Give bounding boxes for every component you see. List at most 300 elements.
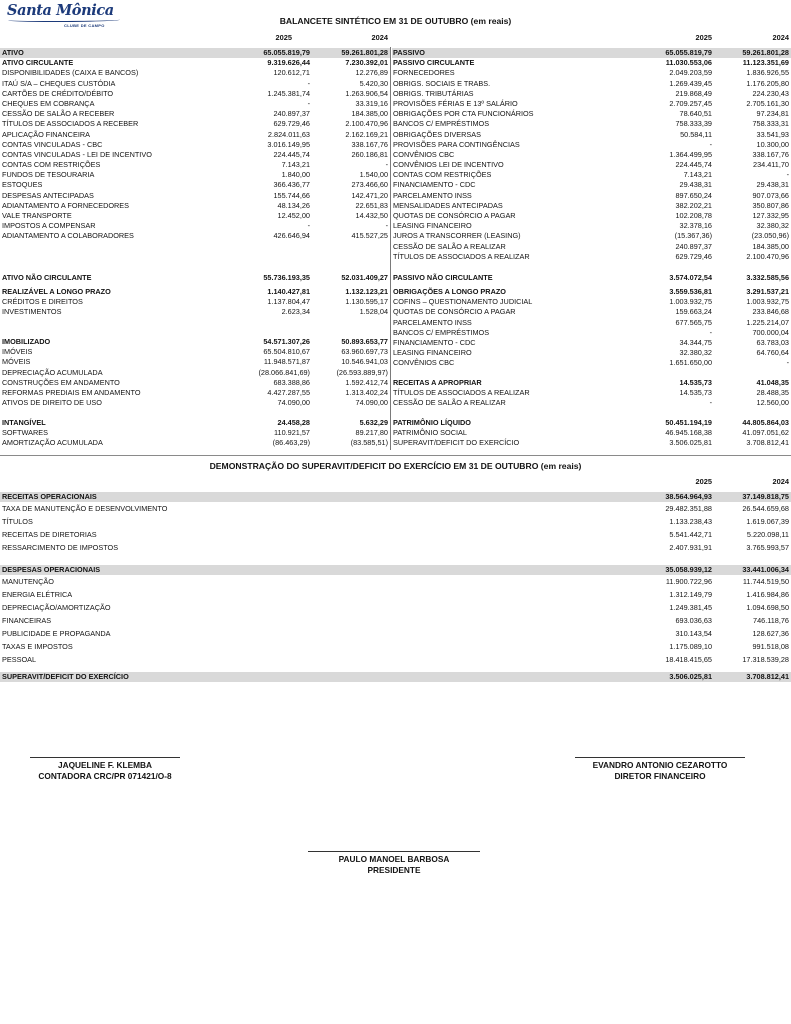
- section-label: ATIVO: [2, 48, 24, 57]
- value-2025: 1.651.650,00: [669, 358, 712, 368]
- item-label: CESSÃO DE SALÃO A REALIZAR: [393, 241, 506, 251]
- value-2025: 3.016.149,95: [267, 139, 310, 149]
- value-2025: 1.269.439,45: [669, 78, 712, 88]
- item-label: DEPRECIAÇÃO/AMORTIZAÇÃO: [2, 603, 111, 612]
- value-2024: 1.176.205,80: [746, 78, 789, 88]
- value-2024: 32.380,32: [756, 221, 789, 231]
- line-item-row: [392, 358, 791, 368]
- item-label: MENSALIDADES ANTECIPADAS: [393, 200, 503, 210]
- section-header-row: [392, 378, 791, 388]
- section-header-row: [0, 48, 390, 58]
- ativo-year-previous: 2024: [371, 33, 388, 42]
- line-item-row: [0, 170, 390, 180]
- line-item-row: [392, 428, 791, 438]
- value-2025: 1.003.932,75: [669, 297, 712, 307]
- item-label: CESSÃO DE SALÃO A REALIZAR: [393, 398, 506, 408]
- value-2025: 897.650,24: [675, 190, 712, 200]
- value-2025: 2.407.931,91: [669, 543, 712, 552]
- item-label: CONVÊNIOS CBC: [393, 358, 455, 368]
- item-label: QUOTAS DE CONSÓRCIO A PAGAR: [393, 211, 516, 220]
- value-2024: 37.149.818,75: [742, 492, 789, 501]
- value-2025: 219.868,49: [675, 88, 712, 98]
- section-header-row: [392, 48, 791, 58]
- line-item-row: [392, 140, 791, 150]
- value-2024: 5.220.098,11: [746, 530, 789, 539]
- line-item-row: [0, 388, 390, 398]
- value-2025: 38.564.964,93: [665, 492, 712, 501]
- value-2025: 3.506.025,81: [669, 438, 712, 448]
- item-label: COFINS – QUESTIONAMENTO JUDICIAL: [393, 297, 533, 307]
- demonstracao-title: DEMONSTRAÇÃO DO SUPERAVIT/DEFICIT DO EXERCÍCIO EM 31 DE OUTUBRO (em reais): [209, 461, 582, 471]
- value-2025: 78.640,51: [679, 109, 712, 119]
- value-2025: 1.312.149,79: [669, 590, 712, 599]
- section-label: PASSIVO: [393, 48, 425, 57]
- value-2024: 2.705.161,30: [746, 98, 789, 108]
- line-item-row: [0, 201, 390, 211]
- value-2025: 1.137.804,47: [267, 297, 310, 307]
- value-2025: 240.897,37: [675, 241, 712, 251]
- value-2024: 1.540,00: [359, 170, 388, 180]
- line-item-row: [0, 653, 791, 666]
- line-item-row: [0, 575, 791, 588]
- value-2025: 110.921,57: [274, 428, 310, 438]
- line-item-row: [0, 347, 390, 357]
- item-label: RECEITAS DE DIRETORIAS: [2, 530, 97, 539]
- value-2024: (23.050,96): [751, 231, 789, 241]
- value-2024: 74.090,00: [355, 398, 388, 408]
- item-label: DISPONIBILIDADES (CAIXA E BANCOS): [2, 68, 139, 78]
- line-item-row: [0, 140, 390, 150]
- line-item-row: [0, 221, 390, 231]
- line-item-row: [392, 89, 791, 99]
- section-header-row: [392, 58, 791, 68]
- value-2024: 415.527,25: [351, 231, 388, 241]
- value-2025: 7.143,21: [683, 170, 712, 180]
- passivo-circulante-group: [392, 58, 791, 262]
- item-label: OBRIGAÇÕES POR CTA FUNCIONÁRIOS: [393, 109, 534, 119]
- signatory-name: EVANDRO ANTONIO CEZAROTTO: [592, 760, 728, 770]
- item-label: CRÉDITOS E DIREITOS: [2, 297, 83, 307]
- value-2025: 159.663,24: [675, 307, 712, 317]
- value-2025: 5.541.442,71: [669, 530, 712, 539]
- receitas-operacionais-group: [0, 492, 791, 554]
- demo-year-previous: 2024: [772, 477, 789, 486]
- value-2025: 74.090,00: [277, 398, 310, 408]
- value-2024: 233.846,68: [752, 307, 789, 317]
- item-label: TÍTULOS DE ASSOCIADOS A REALIZAR: [393, 388, 530, 398]
- value-2024: 991.518,08: [752, 642, 789, 651]
- value-2024: 5.420,30: [359, 78, 388, 88]
- item-label: CHEQUES EM COBRANÇA: [2, 98, 95, 108]
- value-2024: 184.385,00: [351, 109, 388, 119]
- imobilizado-group: [0, 337, 390, 408]
- value-2025: 65.055.819,79: [665, 48, 712, 57]
- value-2024: 41.097.051,62: [742, 428, 789, 438]
- value-2024: 50.893.653,77: [341, 337, 388, 346]
- despesas-operacionais-group: [0, 565, 791, 666]
- value-2025: 224.445,74: [273, 149, 310, 159]
- line-item-row: [0, 68, 390, 78]
- value-2025: 1.140.427,81: [267, 287, 310, 296]
- demo-year-current: 2025: [695, 477, 712, 486]
- value-2025: 382.202,21: [675, 200, 712, 210]
- line-item-row: [0, 515, 791, 528]
- value-2024: 52.031.409,27: [341, 273, 388, 282]
- value-2024: 260.186,81: [351, 149, 388, 159]
- section-header-row: [0, 58, 390, 68]
- section-label: PASSIVO NÃO CIRCULANTE: [393, 273, 493, 282]
- value-2024: 33.441.006,34: [742, 565, 789, 574]
- signature-line: [308, 851, 480, 852]
- line-item-row: [392, 119, 791, 129]
- item-label: CONTAS COM RESTRIÇÕES: [393, 170, 492, 180]
- value-2024: 29.438,31: [756, 180, 789, 190]
- item-label: PESSOAL: [2, 655, 37, 664]
- value-2025: 32.378,16: [679, 221, 712, 231]
- item-label: ENERGIA ELÉTRICA: [2, 590, 73, 599]
- signatory-name: PAULO MANOEL BARBOSA: [338, 854, 450, 864]
- value-2024: 59.261.801,28: [341, 48, 388, 57]
- value-2025: 18.418.415,65: [665, 655, 712, 664]
- signature-diretor: [570, 757, 750, 782]
- value-2025: 1.249.381,45: [669, 603, 712, 612]
- value-2024: -: [385, 160, 388, 170]
- section-label: REALIZÁVEL A LONGO PRAZO: [2, 287, 111, 296]
- item-label: ESTOQUES: [2, 180, 43, 190]
- passivo-year-current: 2025: [695, 33, 712, 42]
- line-item-row: [392, 338, 791, 348]
- value-2025: 7.143,21: [281, 160, 310, 170]
- line-item-row: [392, 201, 791, 211]
- value-2024: 1.225.214,07: [746, 317, 789, 327]
- line-item-row: [392, 170, 791, 180]
- line-item-row: [392, 68, 791, 78]
- item-label: VALE TRANSPORTE: [2, 211, 72, 220]
- line-item-row: [0, 368, 390, 378]
- value-2025: -: [307, 98, 310, 108]
- value-2024: 3.765.993,57: [746, 543, 789, 552]
- value-2025: 366.436,77: [273, 180, 310, 190]
- value-2025: 3.574.072,54: [669, 273, 712, 282]
- value-2024: 3.332.585,56: [746, 273, 789, 282]
- item-label: FINANCIAMENTO - CDC: [393, 180, 476, 190]
- item-label: FORNECEDORES: [393, 68, 455, 78]
- value-2024: 1.263.906,54: [345, 88, 388, 98]
- line-item-row: [392, 318, 791, 328]
- item-label: PARCELAMENTO INSS: [393, 317, 472, 327]
- value-2025: 240.897,37: [273, 109, 310, 119]
- value-2024: 64.760,64: [756, 348, 789, 358]
- value-2024: 1.094.698,50: [746, 603, 789, 612]
- logo-tagline: CLUBE DE CAMPO: [64, 23, 105, 28]
- line-item-row: [0, 357, 390, 367]
- line-item-row: [392, 388, 791, 398]
- value-2025: 224.445,74: [675, 160, 712, 170]
- value-2024: 17.318.539,28: [742, 655, 789, 664]
- value-2024: 1.003.932,75: [746, 297, 789, 307]
- item-label: BANCOS C/ EMPRÉSTIMOS: [393, 119, 490, 129]
- value-2025: 11.948.571,87: [263, 357, 310, 367]
- signatory-role: DIRETOR FINANCEIRO: [614, 771, 706, 781]
- value-2025: 50.451.194,19: [665, 418, 712, 427]
- line-item-row: [392, 79, 791, 89]
- value-2024: 28.488,35: [756, 388, 789, 398]
- value-2024: 1.130.595,17: [345, 297, 388, 307]
- item-label: CONTAS COM RESTRIÇÕES: [2, 160, 101, 170]
- line-item-row: [0, 438, 390, 448]
- balancete-title: BALANCETE SINTÉTICO EM 31 DE OUTUBRO (em reais): [279, 16, 512, 26]
- value-2024: 97.234,81: [756, 109, 789, 119]
- value-2024: 2.100.470,96: [345, 119, 388, 129]
- value-2025: (28.066.841,69): [258, 367, 310, 377]
- line-item-row: [0, 180, 390, 190]
- value-2025: 32.380,32: [679, 348, 712, 358]
- value-2024: -: [786, 358, 789, 368]
- value-2025: 65.504.810,67: [263, 347, 310, 357]
- value-2025: 46.945.168,38: [665, 428, 712, 438]
- realizavel-longo-prazo-group: [0, 287, 390, 318]
- value-2025: 155.744,66: [273, 190, 310, 200]
- value-2025: 65.055.819,79: [263, 48, 310, 57]
- line-item-row: [0, 191, 390, 201]
- value-2024: 234.411,70: [753, 160, 789, 170]
- value-2025: 11.900.722,96: [665, 577, 712, 586]
- item-label: SUPERAVIT/DEFICIT DO EXERCÍCIO: [393, 438, 520, 448]
- line-item-row: [0, 614, 791, 627]
- value-2024: 1.313.402,24: [345, 387, 388, 397]
- section-label: INTANGÍVEL: [2, 418, 46, 427]
- receitas-a-apropriar-group: [392, 378, 791, 409]
- line-item-row: [392, 307, 791, 317]
- line-item-row: [0, 160, 390, 170]
- item-label: MANUTENÇÃO: [2, 577, 54, 586]
- value-2025: 1.840,00: [281, 170, 310, 180]
- line-item-row: [392, 221, 791, 231]
- item-label: ITAÚ S/A – CHEQUES CUSTÓDIA: [2, 78, 116, 88]
- value-2025: 48.134,26: [277, 200, 310, 210]
- value-2024: 41.048,35: [756, 378, 789, 387]
- item-label: TAXAS E IMPOSTOS: [2, 642, 73, 651]
- value-2024: 3.708.812,41: [746, 672, 789, 681]
- line-item-row: [0, 211, 390, 221]
- value-2024: 907.073,66: [752, 190, 789, 200]
- item-label: CONVÊNIOS LEI DE INCENTIVO: [393, 160, 504, 170]
- item-label: FINANCEIRAS: [2, 616, 52, 625]
- line-item-row: [392, 180, 791, 190]
- item-label: SOFTWARES: [2, 428, 48, 438]
- column-divider: [390, 47, 391, 450]
- item-label: BANCOS C/ EMPRÉSTIMOS: [393, 327, 490, 337]
- logo-wordmark: Santa Mônica: [7, 2, 114, 19]
- section-label: RECEITAS OPERACIONAIS: [2, 492, 97, 501]
- value-2024: 11.744.519,50: [742, 577, 789, 586]
- value-2025: 677.565,75: [675, 317, 712, 327]
- value-2025: 629.729,46: [273, 119, 310, 129]
- item-label: PUBLICIDADE E PROPAGANDA: [2, 629, 111, 638]
- line-item-row: [392, 348, 791, 358]
- value-2024: 59.261.801,28: [742, 48, 789, 57]
- line-item-row: [0, 79, 390, 89]
- item-label: MÓVEIS: [2, 357, 31, 367]
- value-2025: 1.245.381,74: [267, 88, 310, 98]
- value-2025: 3.506.025,81: [669, 672, 712, 681]
- value-2025: 11.030.553,06: [665, 58, 712, 68]
- item-label: OBRIGAÇÕES DIVERSAS: [393, 129, 481, 139]
- item-label: CONTAS VINCULADAS - CBC: [2, 139, 103, 149]
- line-item-row: [392, 191, 791, 201]
- section-header-row: [0, 672, 791, 682]
- value-2025: 54.571.307,26: [263, 337, 310, 346]
- value-2024: 5.632,29: [359, 418, 388, 427]
- line-item-row: [0, 398, 390, 408]
- section-header-row: [392, 287, 791, 297]
- item-label: PARCELAMENTO INSS: [393, 190, 472, 200]
- section-header-row: [392, 418, 791, 428]
- line-item-row: [0, 640, 791, 653]
- item-label: OBRIGS. TRIBUTÁRIAS: [393, 88, 474, 98]
- value-2025: 1.175.089,10: [669, 642, 712, 651]
- item-label: QUOTAS DE CONSÓRCIO A PAGAR: [393, 307, 516, 317]
- value-2024: 33.319,16: [355, 98, 388, 108]
- section-header-row: [392, 273, 791, 283]
- signature-presidente: [304, 851, 484, 876]
- item-label: DEPRECIAÇÃO ACUMULADA: [2, 367, 103, 377]
- section-label: IMOBILIZADO: [2, 337, 51, 346]
- section-label: DESPESAS OPERACIONAIS: [2, 565, 101, 574]
- value-2024: 338.167,76: [752, 149, 789, 159]
- ativo-nao-circulante-group: [0, 273, 390, 283]
- value-2025: 2.049.203,59: [669, 68, 712, 78]
- ativo-circulante-group: [0, 58, 390, 241]
- line-item-row: [0, 297, 390, 307]
- value-2025: 55.736.193,35: [263, 273, 310, 282]
- item-label: CONTAS VINCULADAS - LEI DE INCENTIVO: [2, 149, 152, 159]
- value-2025: 310.143,54: [675, 629, 712, 638]
- item-label: FINANCIAMENTO - CDC: [393, 337, 476, 347]
- value-2024: 758.333,31: [752, 119, 789, 129]
- signature-line: [575, 757, 745, 758]
- item-label: CONSTRUÇÕES EM ANDAMENTO: [2, 377, 120, 387]
- line-item-row: [0, 307, 390, 317]
- value-2025: 693.036,63: [675, 616, 712, 625]
- value-2024: 63.960.697,73: [341, 347, 388, 357]
- value-2025: 120.612,71: [273, 68, 310, 78]
- line-item-row: [0, 119, 390, 129]
- value-2025: 426.646,94: [273, 231, 310, 241]
- value-2024: 10.546.941,03: [341, 357, 388, 367]
- value-2024: 3.291.537,21: [746, 287, 789, 296]
- item-label: IMÓVEIS: [2, 347, 33, 357]
- obrigacoes-longo-prazo-group: [392, 287, 791, 369]
- value-2024: 1.592.412,74: [345, 377, 388, 387]
- section-label: ATIVO CIRCULANTE: [2, 58, 74, 68]
- value-2024: 3.708.812,41: [746, 438, 789, 448]
- value-2025: 2.623,34: [281, 307, 310, 317]
- value-2025: 2.824.011,63: [267, 129, 310, 139]
- item-label: CESSÃO DE SALÃO A RECEBER: [2, 109, 115, 119]
- line-item-row: [0, 428, 390, 438]
- signature-line: [30, 757, 180, 758]
- item-label: OBRIGS. SOCIAIS E TRABS.: [393, 78, 491, 88]
- passivo-year-previous: 2024: [772, 33, 789, 42]
- value-2025: 35.058.939,12: [665, 565, 712, 574]
- value-2024: 350.807,86: [752, 200, 789, 210]
- ativo-year-current: 2025: [275, 33, 292, 42]
- value-2025: 14.535,73: [679, 378, 712, 387]
- value-2024: 1.836.926,55: [746, 68, 789, 78]
- patrimonio-liquido-group: [392, 418, 791, 449]
- item-label: CONVÊNIOS CBC: [393, 149, 455, 159]
- value-2024: 22.651,83: [355, 200, 388, 210]
- value-2025: -: [709, 398, 712, 408]
- line-item-row: [392, 438, 791, 448]
- value-2024: 700.000,04: [752, 327, 789, 337]
- value-2025: (15.367,36): [674, 231, 712, 241]
- line-item-row: [392, 99, 791, 109]
- value-2025: 24.458,28: [277, 418, 310, 427]
- value-2024: 1.619.067,39: [746, 517, 789, 526]
- value-2024: 12.276,89: [355, 68, 388, 78]
- value-2024: 89.217,80: [355, 428, 388, 438]
- value-2024: 10.300,00: [756, 139, 789, 149]
- section-header-row: [0, 337, 390, 347]
- value-2025: -: [709, 139, 712, 149]
- line-item-row: [0, 588, 791, 601]
- item-label: LEASING FINANCEIRO: [393, 221, 472, 231]
- item-label: FUNDOS DE TESOURARIA: [2, 170, 95, 180]
- value-2024: 1.132.123,21: [345, 287, 388, 296]
- signature-contadora: [15, 757, 195, 782]
- value-2025: 1.133.238,43: [669, 517, 712, 526]
- value-2024: 1.416.984,86: [746, 590, 789, 599]
- section-header-row: [0, 492, 791, 502]
- value-2024: 746.118,76: [753, 616, 789, 625]
- line-item-row: [0, 627, 791, 640]
- value-2024: (83.585,51): [350, 438, 388, 448]
- value-2025: 29.482.351,88: [665, 504, 712, 513]
- line-item-row: [0, 109, 390, 119]
- value-2024: 273.466,60: [351, 180, 388, 190]
- value-2025: 29.438,31: [679, 180, 712, 190]
- line-item-row: [392, 160, 791, 170]
- line-item-row: [392, 252, 791, 262]
- value-2025: (86.463,29): [272, 438, 310, 448]
- value-2024: 7.230.392,01: [345, 58, 388, 68]
- line-item-row: [0, 231, 390, 241]
- section-header-row: [0, 565, 791, 575]
- section-label: RECEITAS A APROPRIAR: [393, 378, 482, 387]
- section-header-row: [0, 273, 390, 283]
- line-item-row: [392, 150, 791, 160]
- value-2025: 12.452,00: [277, 211, 310, 220]
- line-item-row: [0, 150, 390, 160]
- passivo-nao-circulante-group: [392, 273, 791, 283]
- item-label: PROVISÕES PARA CONTINGÊNCIAS: [393, 139, 520, 149]
- item-label: TÍTULOS DE ASSOCIADOS A REALIZAR: [393, 251, 530, 261]
- value-2025: 1.364.499,95: [669, 149, 712, 159]
- value-2025: 2.709.257,45: [669, 98, 712, 108]
- value-2024: 142.471,20: [351, 190, 388, 200]
- value-2024: -: [786, 170, 789, 180]
- line-item-row: [392, 242, 791, 252]
- item-label: RESSARCIMENTO DE IMPOSTOS: [2, 543, 119, 552]
- section-label: SUPERAVIT/DEFICIT DO EXERCÍCIO: [2, 672, 129, 681]
- item-label: JUROS A TRANSCORRER (LEASING): [393, 231, 521, 241]
- resultado-exercicio-group: [0, 672, 791, 682]
- item-label: TAXA DE MANUTENÇÃO E DESENVOLVIMENTO: [2, 504, 168, 513]
- line-item-row: [0, 378, 390, 388]
- section-divider-line: [0, 455, 791, 456]
